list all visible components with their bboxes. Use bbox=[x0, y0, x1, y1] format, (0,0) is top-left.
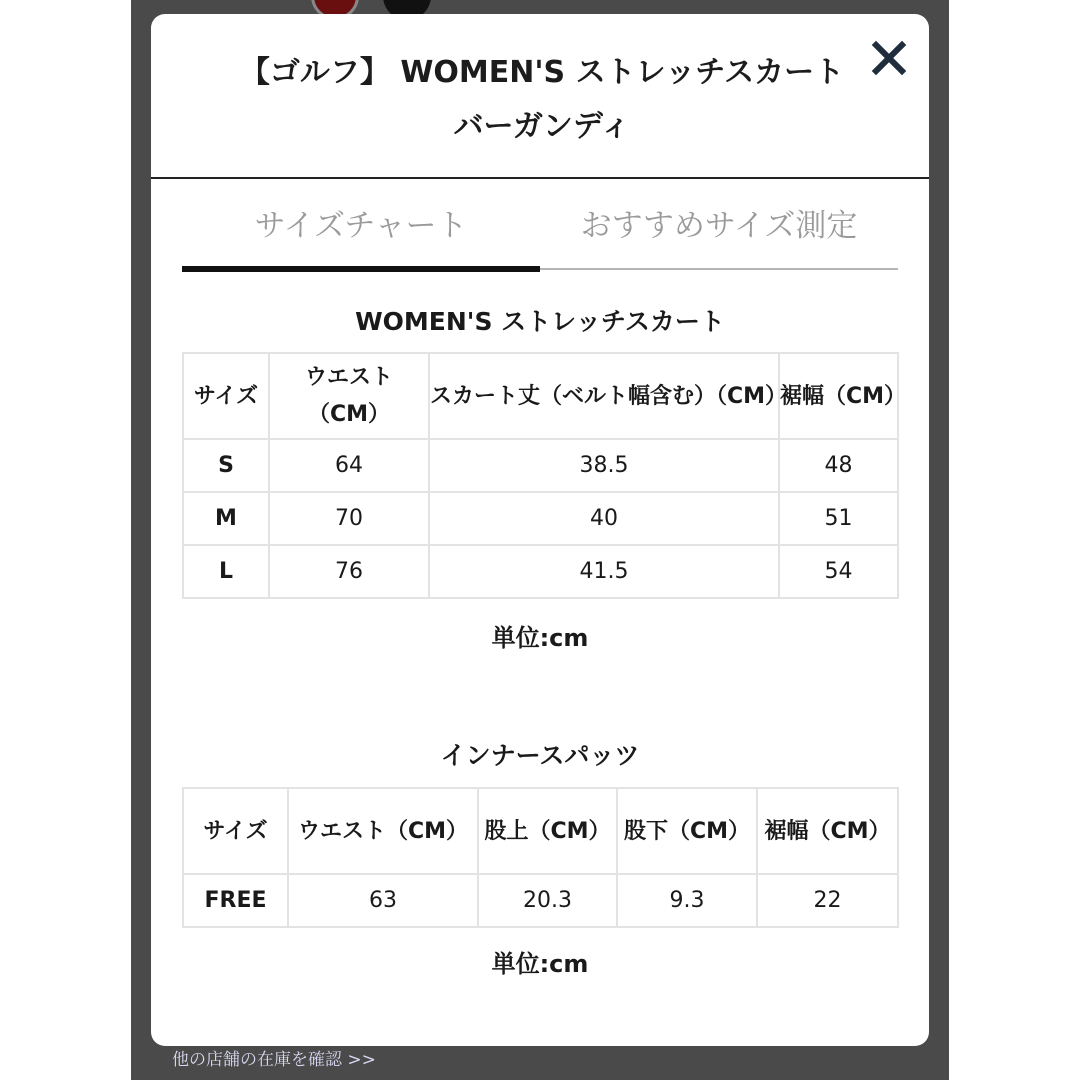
table-header-cell: スカート丈（ベルト幅含む）（CM） bbox=[429, 353, 779, 439]
table-cell: S bbox=[183, 439, 269, 492]
table-cell: 51 bbox=[779, 492, 898, 545]
size-chart-modal bbox=[151, 14, 929, 1046]
table-cell: 64 bbox=[269, 439, 429, 492]
table-cell: 22 bbox=[757, 874, 898, 927]
table-row bbox=[183, 545, 898, 598]
skirt-chart-title: WOMEN'S ストレッチスカート bbox=[355, 307, 725, 336]
table-cell: 63 bbox=[288, 874, 478, 927]
tab-recommended-size[interactable]: おすすめサイズ測定 bbox=[580, 208, 858, 244]
table-cell: 20.3 bbox=[478, 874, 617, 927]
table-cell: FREE bbox=[183, 874, 288, 927]
modal-header bbox=[151, 14, 929, 179]
table-cell: 38.5 bbox=[429, 439, 779, 492]
tab-bar bbox=[182, 202, 898, 270]
table-header-cell: 裾幅（CM） bbox=[779, 353, 898, 439]
table-header-cell: 股下（CM） bbox=[617, 788, 757, 874]
pants-unit-note: 単位:cm bbox=[491, 950, 589, 978]
skirt-size-table bbox=[182, 352, 907, 599]
close-icon[interactable] bbox=[869, 38, 909, 78]
check-other-store-stock-link[interactable]: 他の店舗の在庫を確認 >> bbox=[172, 1050, 376, 1070]
table-header-row bbox=[183, 788, 898, 874]
table-header-cell: サイズ bbox=[183, 353, 269, 439]
table-header-cell: 股上（CM） bbox=[478, 788, 617, 874]
table-row bbox=[183, 874, 898, 927]
table-header-cell: ウエスト（CM） bbox=[269, 353, 429, 439]
table-header-cell: サイズ bbox=[183, 788, 288, 874]
table-cell: 70 bbox=[269, 492, 429, 545]
table-cell: 40 bbox=[429, 492, 779, 545]
modal-title: 【ゴルフ】 WOMEN'S ストレッチスカート バーガンディ bbox=[239, 55, 845, 144]
table-row bbox=[183, 492, 898, 545]
table-cell: 41.5 bbox=[429, 545, 779, 598]
table-cell: 48 bbox=[779, 439, 898, 492]
table-header-row bbox=[183, 353, 898, 439]
pants-chart-title: インナースパッツ bbox=[440, 741, 640, 770]
skirt-unit-note: 単位:cm bbox=[491, 624, 589, 652]
table-header-cell: ウエスト（CM） bbox=[288, 788, 478, 874]
pants-size-table bbox=[182, 787, 899, 928]
table-header-cell: 裾幅（CM） bbox=[757, 788, 898, 874]
table-cell: 76 bbox=[269, 545, 429, 598]
table-cell: 54 bbox=[779, 545, 898, 598]
table-cell: L bbox=[183, 545, 269, 598]
tab-size-chart[interactable]: サイズチャート bbox=[182, 202, 540, 268]
table-cell: M bbox=[183, 492, 269, 545]
table-cell: 9.3 bbox=[617, 874, 757, 927]
table-row bbox=[183, 439, 898, 492]
